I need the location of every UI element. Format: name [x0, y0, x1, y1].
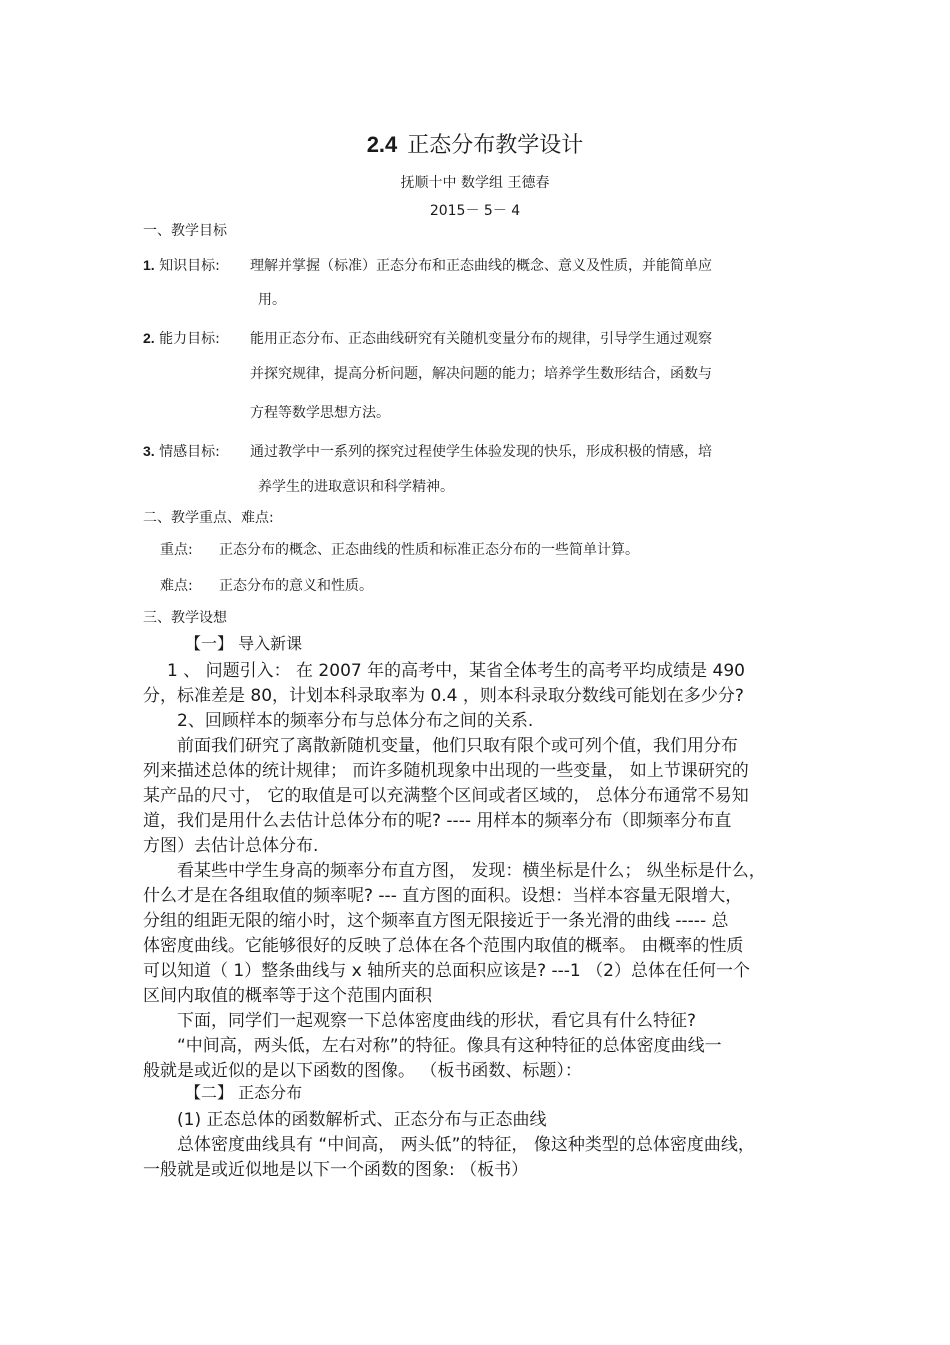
goal-1-line-2: 用。	[258, 292, 286, 308]
body-line-11: 分组的组距无限的缩小时，这个频率直方图无限接近于一条光滑的曲线 ----- 总	[143, 911, 729, 931]
difficulty-text: 正态分布的意义和性质。	[219, 578, 373, 594]
goal-2-line-3: 方程等数学思想方法。	[250, 405, 390, 421]
body-line-2: 分，标准差是 80，计划本科录取率为 0.4 ，则本科录取分数线可能划在多少分?	[143, 686, 744, 706]
body-line-3: 2、回顾样本的频率分布与总体分布之间的关系.	[177, 711, 534, 731]
title-number: 2.4	[366, 132, 398, 157]
goal-1-line-1: 理解并掌握（标准）正态分布和正态曲线的概念、意义及性质，并能简单应	[250, 258, 712, 274]
body-line-12: 体密度曲线。它能够很好的反映了总体在各个范围内取值的概率。 由概率的性质	[143, 936, 744, 956]
difficulty-label: 难点:	[160, 578, 193, 594]
goal-2-line-1: 能用正态分布、正态曲线研究有关随机变量分布的规律，引导学生通过观察	[250, 331, 712, 347]
body2-line-1: 总体密度曲线具有 “中间高， 两头低”的特征， 像这种类型的总体密度曲线，	[177, 1135, 755, 1155]
body-line-4: 前面我们研究了离散新随机变量，他们只取有限个或可列个值，我们用分布	[177, 736, 738, 756]
body-line-7: 道，我们是用什么去估计总体分布的呢? ---- 用样本的频率分布（即频率分布直	[143, 811, 732, 831]
body-line-15: 下面，同学们一起观察一下总体密度曲线的形状，看它具有什么特征?	[177, 1011, 697, 1031]
goal-2-line-2: 并探究规律，提高分析问题，解决问题的能力；培养学生数形结合，函数与	[250, 366, 712, 382]
body-line-9: 看某些中学生身高的频率分布直方图， 发现：横坐标是什么； 纵坐标是什么，	[177, 861, 766, 881]
key-point-label: 重点:	[160, 542, 193, 558]
body-line-13: 可以知道（ 1）整条曲线与 x 轴所夹的总面积应该是? ---1 （2）总体在任何一个	[143, 961, 750, 981]
date-line: 2015－ 5－ 4	[429, 203, 521, 219]
section-3-heading: 三、教学设想	[143, 610, 227, 626]
section-2-heading: 二、教学重点、难点:	[143, 510, 274, 526]
part-1-heading: 【一】 导入新课	[185, 634, 303, 653]
section-1-heading: 一、教学目标	[143, 223, 227, 239]
body-line-1: 1 、 问题引入： 在 2007 年的高考中，某省全体考生的高考平均成绩是 490	[167, 661, 745, 681]
page-title	[0, 128, 950, 159]
body-line-17: 般就是或近似的是以下函数的图像。 （板书函数、标题）：	[143, 1061, 582, 1081]
body-line-16: “中间高，两头低，左右对称”的特征。像具有这种特征的总体密度曲线一	[177, 1036, 722, 1056]
subsection-1-heading: (1) 正态总体的函数解析式、正态分布与正态曲线	[177, 1110, 547, 1130]
goal-2-label: 2. 能力目标:	[143, 330, 220, 347]
title-text: 正态分布教学设计	[407, 133, 584, 158]
body2-line-2: 一般就是或近似地是以下一个函数的图象: （板书）	[143, 1160, 529, 1180]
body-line-14: 区间内取值的概率等于这个范围内面积	[143, 986, 432, 1006]
body-line-6: 某产品的尺寸， 它的取值是可以充满整个区间或者区域的， 总体分布通常不易知	[143, 786, 749, 806]
body-line-8: 方图）去估计总体分布.	[143, 836, 319, 856]
body-line-10: 什么才是在各组取值的频率呢? --- 直方图的面积。设想：当样本容量无限增大，	[143, 886, 743, 906]
goal-3-line-1: 通过教学中一系列的探究过程使学生体验发现的快乐，形成积极的情感，培	[250, 444, 712, 460]
body-line-5: 列来描述总体的统计规律； 而许多随机现象中出现的一些变量， 如上节课研究的	[143, 761, 749, 781]
author-line: 抚顺十中 数学组 王德春	[400, 175, 550, 191]
goal-3-line-2: 养学生的进取意识和科学精神。	[258, 479, 454, 495]
goal-3-label: 3. 情感目标:	[143, 443, 220, 460]
part-2-heading: 【二】 正态分布	[185, 1083, 303, 1102]
goal-1-label: 1. 知识目标:	[143, 257, 220, 274]
key-point-text: 正态分布的概念、正态曲线的性质和标准正态分布的一些简单计算。	[219, 542, 639, 558]
